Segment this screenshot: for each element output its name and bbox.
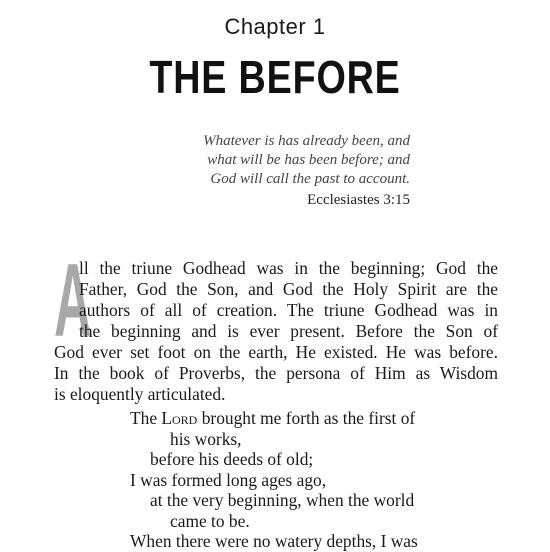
verse-line [130,408,530,429]
verse-line: When there were no watery depths, I was [130,531,418,551]
epigraph-line: God will call the past to account. [210,171,410,187]
verse-text: brought me forth as the first of [197,408,416,428]
verse-line: at the very beginning, when the world [150,490,415,510]
lord-small-caps: Lord [161,408,198,428]
epigraph-line: what will be has been before; and [207,152,410,168]
verse-line: I was formed long ages ago, [130,469,327,490]
scripture-quote [130,408,530,552]
chapter-label: Chapter 1 [224,14,326,39]
drop-cap: A [54,243,92,359]
body-paragraph [54,243,498,405]
verse-line: before his deeds of old; [150,449,314,469]
body-line: authors of all of creation. The triune Godhead was in [79,300,498,320]
body-line: the beginning and is ever present. Before the Son of [79,321,498,341]
epigraph-reference: Ecclesiastes 3:15 [307,192,410,208]
body-line: God ever set foot on the earth, He existed. He was before. [54,342,498,362]
verse-line: his works, [170,428,242,449]
body-line: ll the triune Godhead was in the beginning; God the [79,258,498,278]
verse-text: The [130,408,162,428]
epigraph [120,132,410,210]
body-line: Father, God the Son, and God the Holy Spirit are the [79,279,498,299]
body-line: In the book of Proverbs, the persona of Him as Wisdom [54,363,498,383]
verse-line: came to be. [170,510,250,531]
body-line: is eloquently articulated. [54,384,226,404]
epigraph-line: Whatever is has already been, and [203,133,410,149]
chapter-title: THE BEFORE [149,51,401,103]
